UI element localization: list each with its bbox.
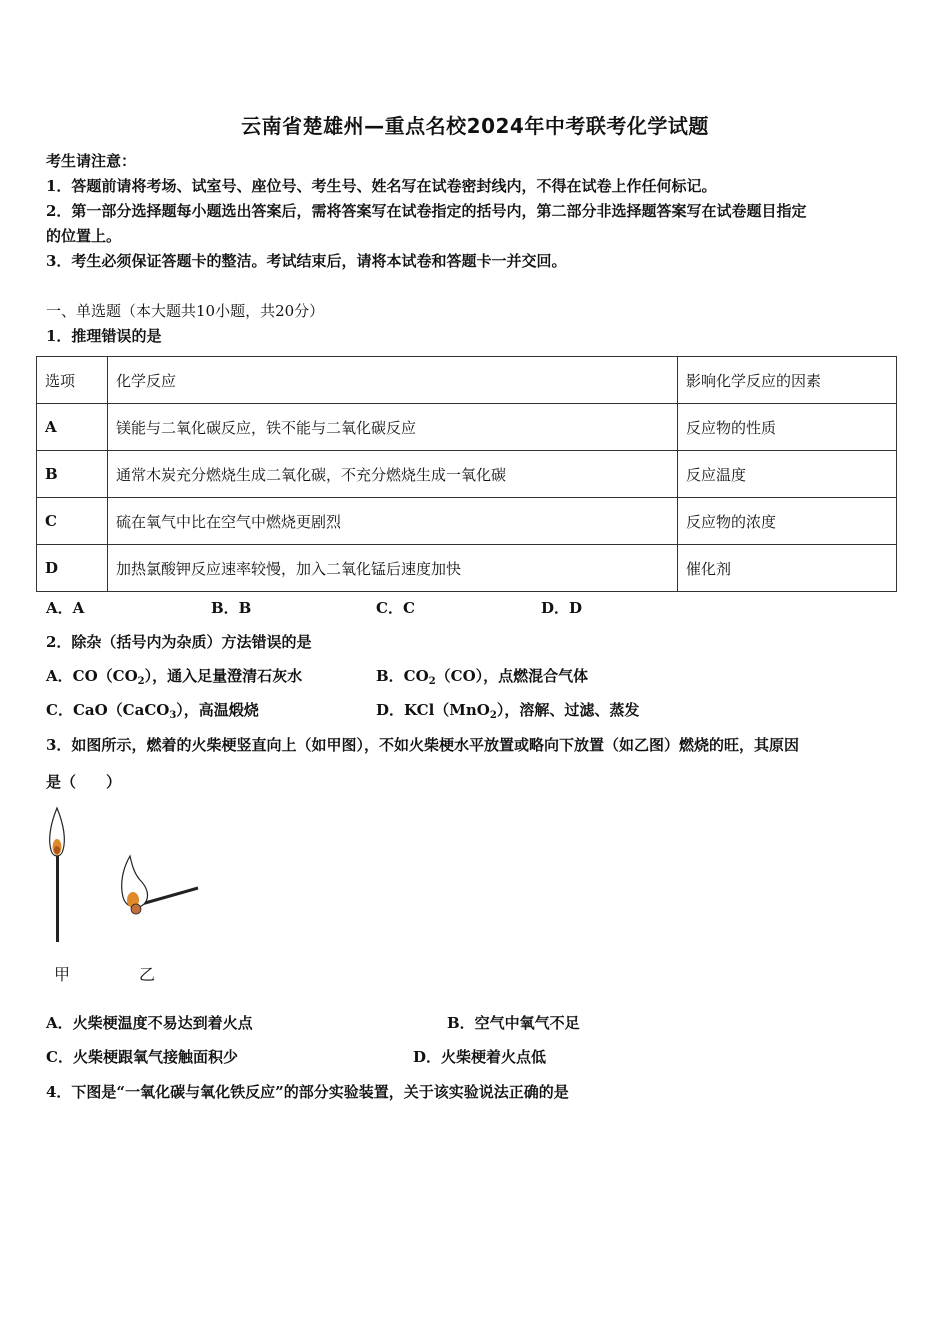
table-cell-option: A (37, 404, 108, 451)
figure-label-jia: 甲 (54, 965, 71, 984)
q1-option-c: C．C (376, 599, 415, 617)
table-header-row (37, 357, 897, 404)
q3-stem-line1: 3．如图所示，燃着的火柴梗竖直向上（如甲图），不如火柴梗水平放置或略向下放置（如乙图）燃烧的旺，其原因 (46, 736, 799, 754)
table-cell-reaction: 镁能与二氧化碳反应，铁不能与二氧化碳反应 (108, 404, 678, 451)
q1-stem: 1．推理错误的是 (46, 327, 162, 345)
table-cell-option: C (37, 498, 108, 545)
q1-option-b: B．B (211, 599, 252, 617)
notice-item-3: 3．考生必须保证答题卡的整洁。考试结束后，请将本试卷和答题卡一并交回。 (46, 252, 567, 270)
notice-heading: 考生请注意： (46, 152, 137, 170)
table-row (37, 545, 897, 592)
table-row (37, 498, 897, 545)
notice-item-1: 1．答题前请将考场、试室号、座位号、考生号、姓名写在试卷密封线内，不得在试卷上作任何标记。 (46, 177, 717, 195)
table-cell-factor: 反应温度 (678, 451, 897, 498)
q2-option-c: C．CaO（CaCO$_3$），高温煅烧 (46, 701, 259, 721)
q2-stem: 2．除杂（括号内为杂质）方法错误的是 (46, 633, 312, 651)
table-cell-reaction: 硫在氧气中比在空气中燃烧更剧烈 (108, 498, 678, 545)
q3-option-d: D．火柴梗着火点低 (413, 1048, 547, 1066)
q2-option-a: A．$CO(CO_2)$，通入足量澄清石灰水 (46, 667, 303, 687)
table-cell-reaction: 加热氯酸钾反应速率较慢，加入二氧化锰后速度加快 (108, 545, 678, 592)
table-cell-factor: 反应物的浓度 (678, 498, 897, 545)
table-cell-factor: 催化剂 (678, 545, 897, 592)
table-header-cell: 选项 (37, 357, 108, 404)
q2-option-b: B．$CO_2(CO)$，点燃混合气体 (376, 667, 589, 687)
q3-match-figure (40, 800, 220, 994)
q3-option-c: C．火柴梗跟氧气接触面积少 (46, 1048, 238, 1066)
table-row (37, 404, 897, 451)
table-cell-option: D (37, 545, 108, 592)
table-header-cell: 化学反应 (108, 357, 678, 404)
q1-table (36, 356, 897, 592)
q2-option-d: D．KCl（MnO$_2$），溶解、过滤、蒸发 (376, 701, 640, 721)
table-cell-factor: 反应物的性质 (678, 404, 897, 451)
q3-option-a: A．火柴梗温度不易达到着火点 (46, 1014, 253, 1032)
notice-item-2-cont: 的位置上。 (46, 227, 122, 245)
q1-option-d: D．D (541, 599, 583, 617)
table-cell-reaction: 通常木炭充分燃烧生成二氧化碳，不充分燃烧生成一氧化碳 (108, 451, 678, 498)
vertical-match (50, 808, 65, 942)
table-row (37, 451, 897, 498)
section-heading: 一、单选题（本大题共10小题，共20分） (46, 302, 325, 320)
notice-item-2: 2．第一部分选择题每小题选出答案后，需将答案写在试卷指定的括号内，第二部分非选择题答案写在试卷题目指定 (46, 202, 807, 220)
q3-option-b: B．空气中氧气不足 (447, 1014, 580, 1032)
q4-stem: 4．下图是“一氧化碳与氧化铁反应”的部分实验装置，关于该实验说法正确的是 (46, 1083, 569, 1101)
table-header-cell: 影响化学反应的因素 (678, 357, 897, 404)
q1-option-a: A．A (46, 599, 85, 617)
page-title: 云南省楚雄州—重点名校2024年中考联考化学试题 (241, 114, 709, 138)
figure-label-yi: 乙 (139, 965, 156, 984)
horizontal-match (122, 856, 198, 914)
table-cell-option: B (37, 451, 108, 498)
q3-stem-line2: 是（ ） (46, 773, 122, 791)
